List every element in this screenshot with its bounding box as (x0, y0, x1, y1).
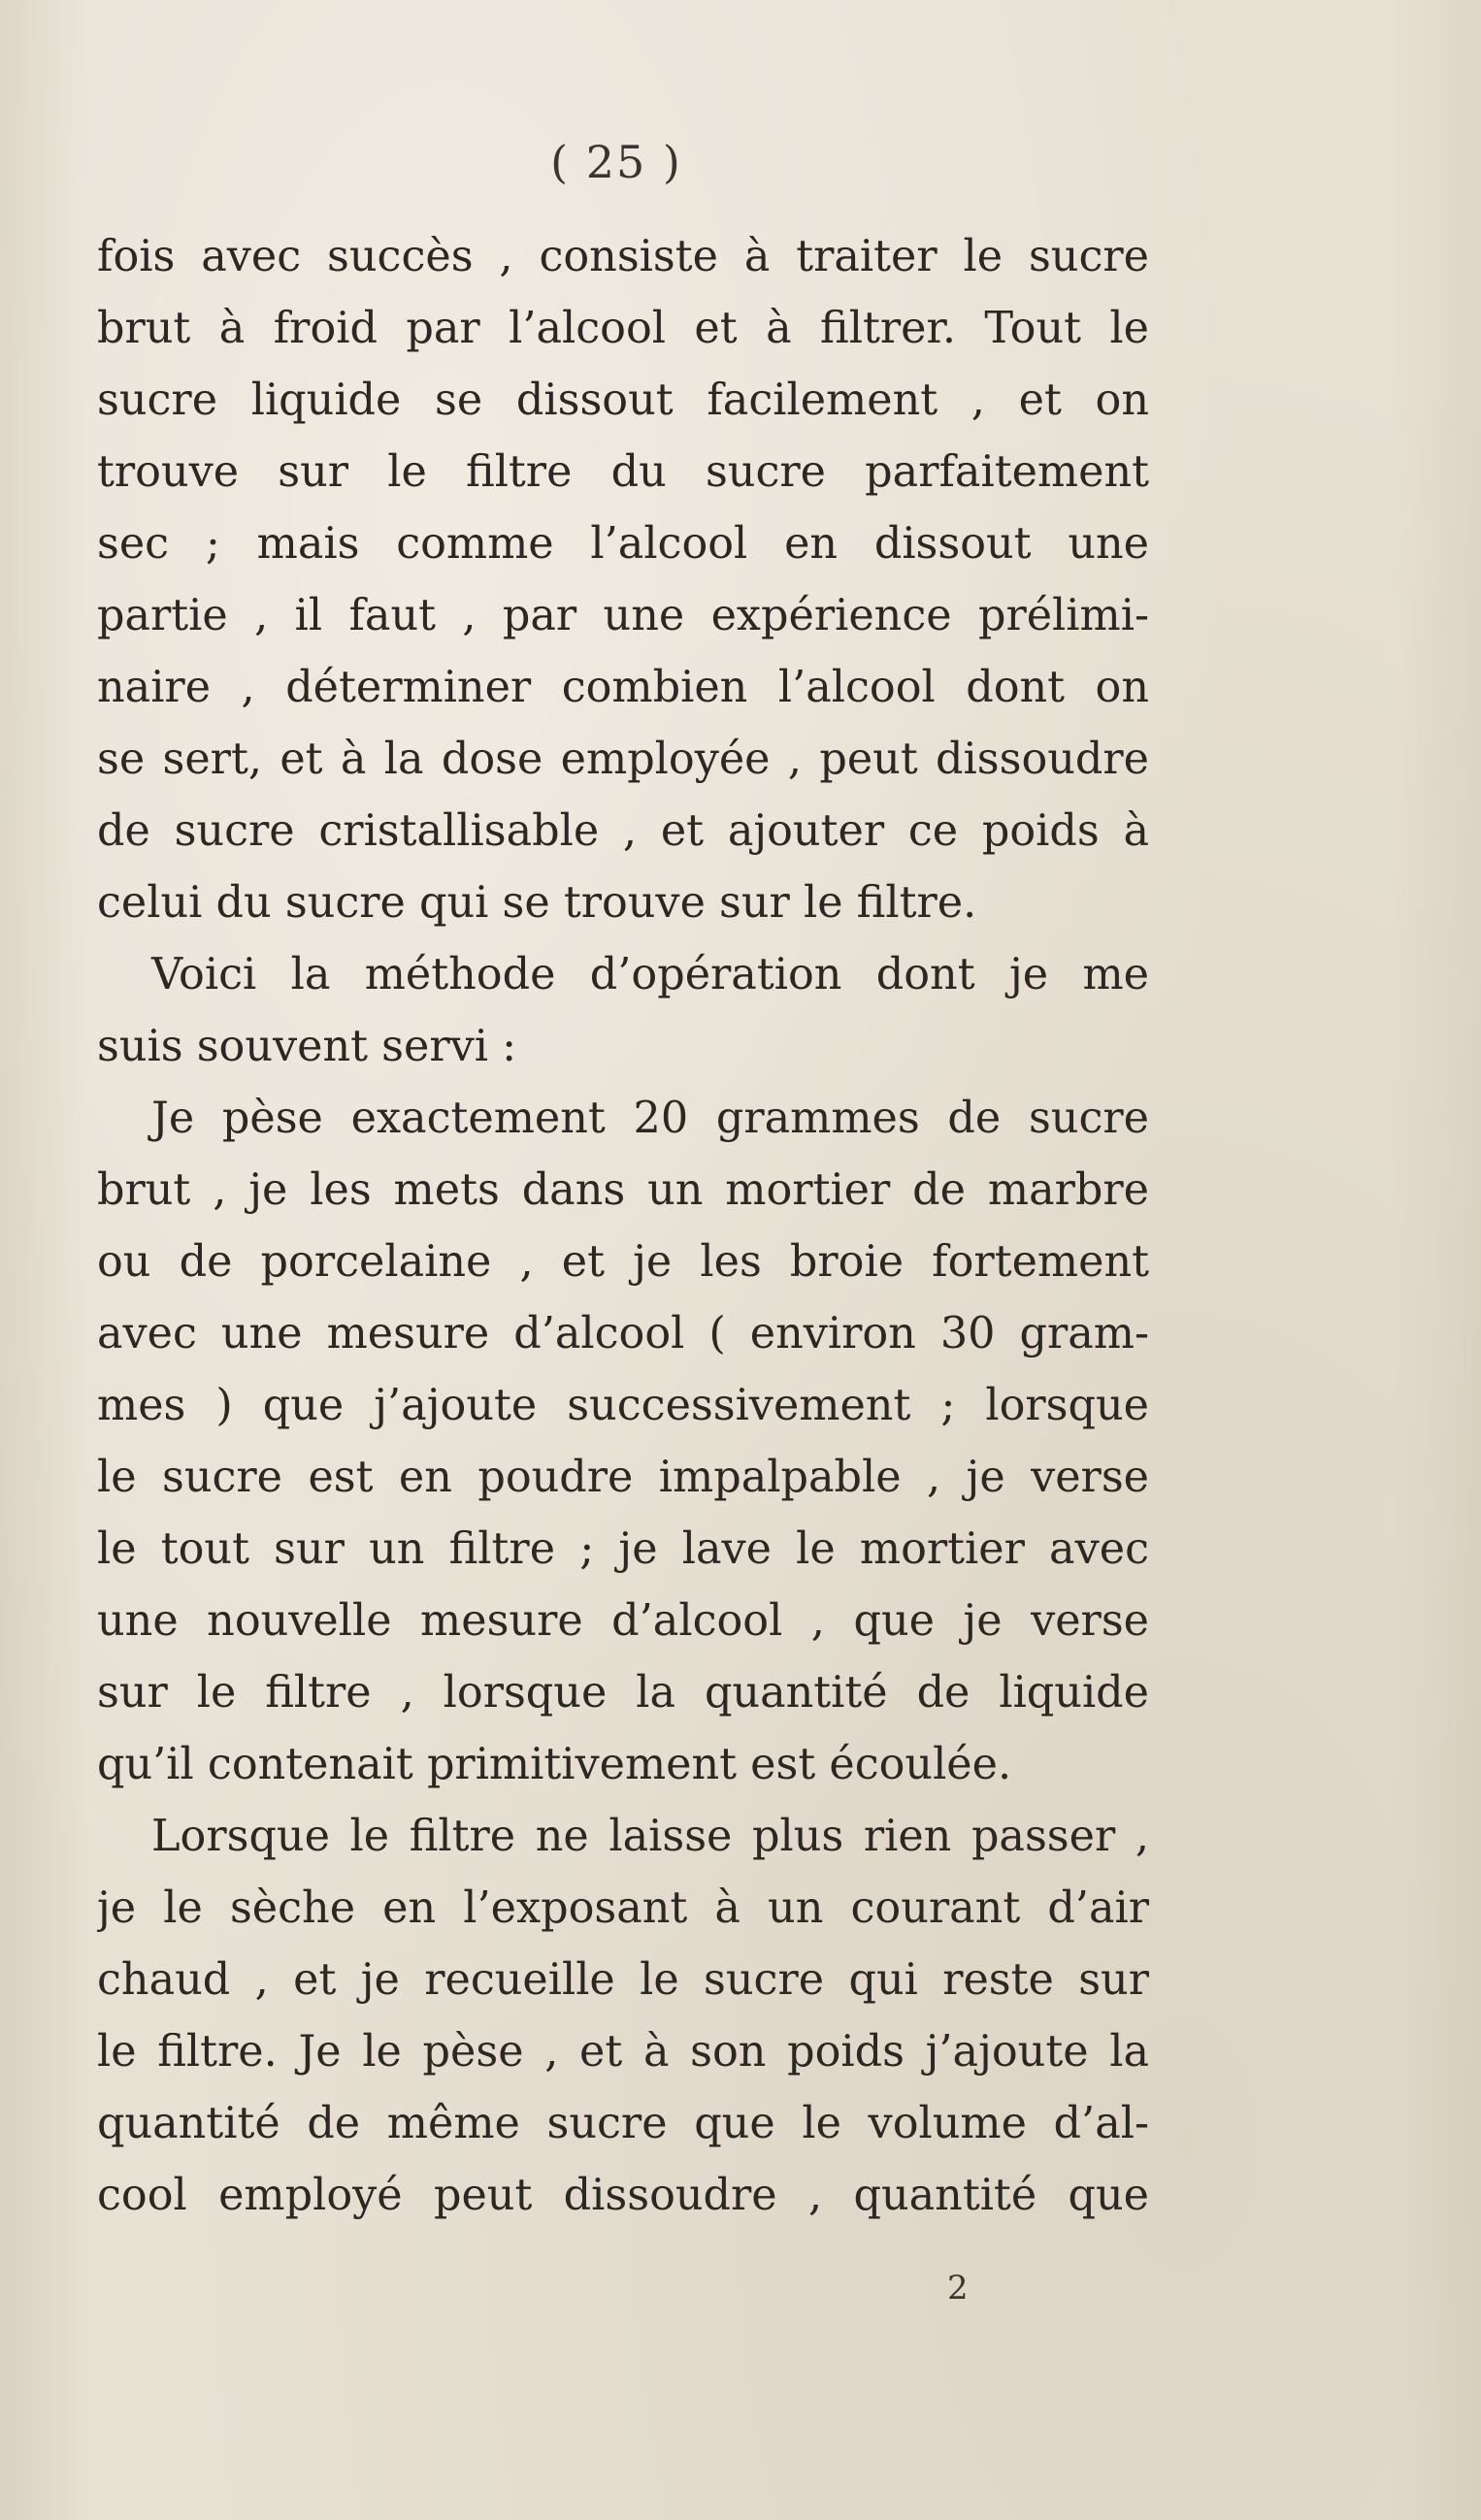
text-line: se sert, et à la dose employée , peut dissoudre (97, 735, 1149, 784)
text-line: brut , je les mets dans un mortier de marbre (97, 1165, 1149, 1215)
text-line: celui du sucre qui se trouve sur le filtre. (97, 878, 977, 928)
text-line: avec une mesure d’alcool ( environ 30 gram- (97, 1309, 1149, 1358)
text-line: mes ) que j’ajoute successivement ; lorsque (97, 1381, 1149, 1430)
text-line: sec ; mais comme l’alcool en dissout une (97, 519, 1149, 569)
text-line: chaud , et je recueille le sucre qui reste sur (97, 1955, 1149, 2005)
text-line: une nouvelle mesure d’alcool , que je verse (97, 1596, 1149, 1646)
signature-mark: 2 (947, 2269, 969, 2307)
text-line: qu’il contenait primitivement est écoulée. (97, 1740, 1012, 1789)
text-line: de sucre cristallisable , et ajouter ce poids à (97, 806, 1149, 856)
page-number-header: ( 25 ) (550, 136, 682, 188)
text-line: Lorsque le filtre ne laisse plus rien passer , (151, 1812, 1149, 1861)
text-line: je le sèche en l’exposant à un courant d’air (97, 1883, 1149, 1933)
text-line: Voici la méthode d’opération dont je me (151, 950, 1149, 999)
text-line: quantité de même sucre que le volume d’al- (97, 2099, 1149, 2148)
body-text (97, 221, 1149, 2232)
text-line: sucre liquide se dissout facilement , et on (97, 376, 1149, 425)
text-line: sur le filtre , lorsque la quantité de liquide (97, 1668, 1149, 1718)
text-line: fois avec succès , consiste à traiter le sucre (97, 232, 1149, 281)
text-line: le sucre est en poudre impalpable , je verse (97, 1453, 1149, 1502)
text-line: le filtre. Je le pèse , et à son poids j’ajoute la (97, 2027, 1149, 2077)
text-line: le tout sur un filtre ; je lave le mortier avec (97, 1524, 1149, 1574)
text-line: brut à froid par l’alcool et à filtrer. Tout le (97, 304, 1149, 353)
text-line: trouve sur le filtre du sucre parfaitement (97, 447, 1149, 497)
text-line: Je pèse exactement 20 grammes de sucre (151, 1094, 1149, 1143)
text-line: naire , déterminer combien l’alcool dont on (97, 663, 1149, 712)
text-line: suis souvent servi : (97, 1022, 517, 1071)
text-line: cool employé peut dissoudre , quantité que (97, 2171, 1149, 2220)
text-line: partie , il faut , par une expérience prélimi- (97, 591, 1149, 640)
text-line: ou de porcelaine , et je les broie fortement (97, 1237, 1149, 1287)
